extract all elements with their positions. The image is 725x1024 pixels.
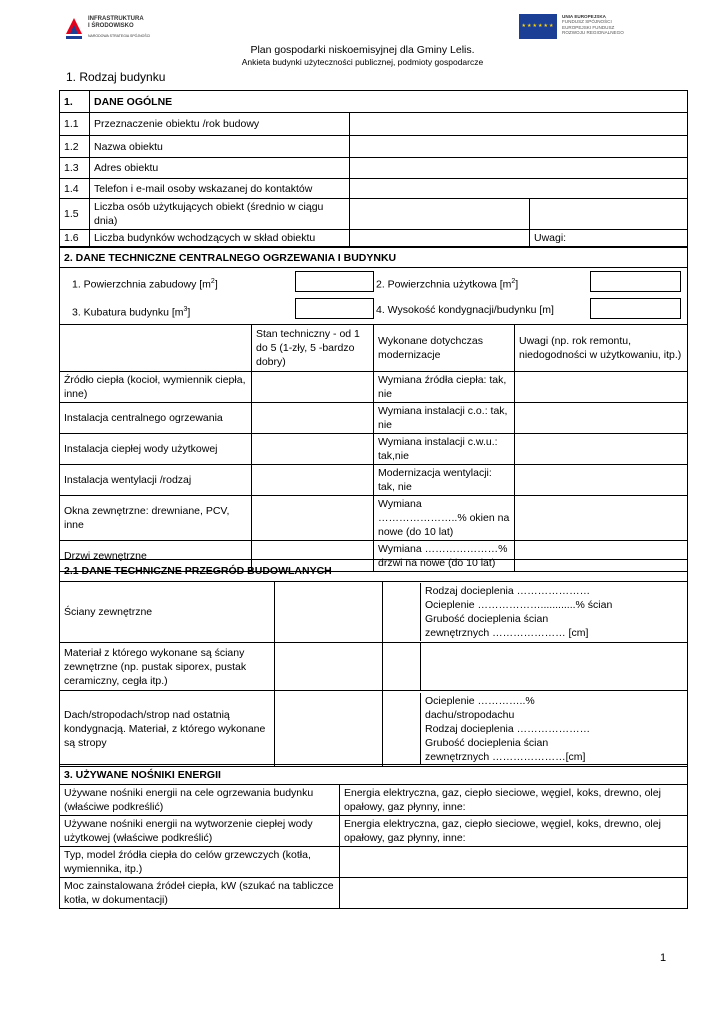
col-mod-header: Wykonane dotychczas modernizacje <box>374 325 515 372</box>
contact-field[interactable] <box>350 179 688 199</box>
tech-row-label: Źródło ciepła (kocioł, wymiennik ciepła, inne) <box>60 372 252 403</box>
volume-input[interactable] <box>295 298 374 319</box>
row-num: 1.1 <box>60 113 90 136</box>
purpose-field[interactable] <box>350 113 688 136</box>
eu-logo: ★★★★★★ UNIA EUROPEJSKA FUNDUSZ SPÓJNOŚCI EUROPEJSKI FUNDUSZ ROZWOJU REGIONALNEGO <box>519 12 629 42</box>
state-cell[interactable] <box>252 496 374 541</box>
section-title: 1. Rodzaj budynku <box>66 70 166 84</box>
state-cell[interactable] <box>252 372 374 403</box>
notes-cell[interactable] <box>515 434 688 465</box>
address-field[interactable] <box>350 158 688 179</box>
mod-cell: Wymiana instalacji c.w.u.: tak,nie <box>374 434 515 465</box>
roof-info-line: Rodzaj docieplenia ………………… <box>425 722 591 735</box>
row-label: Nazwa obiektu <box>90 136 350 158</box>
general-heading: DANE OGÓLNE <box>90 91 688 113</box>
tech-row-label: Drzwi zewnętrzne <box>60 541 252 572</box>
document-title: Plan gospodarki niskoemisyjnej dla Gminy Lelis. <box>250 44 475 56</box>
mod-cell: Wymiana źródła ciepła: tak, nie <box>374 372 515 403</box>
row-num: 1.3 <box>60 158 90 179</box>
height-label: 4. Wysokość kondygnacji/budynku [m] <box>376 304 554 316</box>
walls-info-line: Rodzaj docieplenia ………………… <box>425 585 591 597</box>
notes-cell[interactable] <box>515 372 688 403</box>
col-state-header: Stan techniczny - od 1 do 5 (1-zły, 5 -bardzo dobry) <box>252 325 374 372</box>
roof-info-line: dachu/stropodachu <box>425 708 515 721</box>
logo-left-line: INFRASTRUKTURA <box>88 16 144 22</box>
area-built-label: 1. Powierzchnia zabudowy [m <box>72 278 211 291</box>
energy-heading: 3. UŻYWANE NOŚNIKI ENERGII <box>60 765 688 785</box>
logo-right-line: FUNDUSZ SPÓJNOŚCI <box>562 19 612 25</box>
occupants-field[interactable] <box>350 199 530 230</box>
tech-row-label: Okna zewnętrzne: drewniane, PCV, inne <box>60 496 252 541</box>
heat-power-field[interactable] <box>340 878 688 909</box>
energy-row-label: Używane nośniki energii na cele ogrzewania budynku (właściwe podkreślić) <box>60 785 340 816</box>
energy-row-label: Używane nośniki energii na wytworzenie ciepłej wody użytkowej (właściwe podkreślić) <box>60 816 340 847</box>
logo-right-line: UNIA EUROPEJSKA <box>562 14 606 19</box>
volume-label: 3. Kubatura budynku [m <box>72 306 184 319</box>
notes-label: Uwagi: <box>530 230 688 247</box>
row-num: 1.2 <box>60 136 90 158</box>
logo-left-line: I ŚRODOWISKO <box>88 23 134 29</box>
row-label: Liczba osób użytkujących obiekt (średnio w ciągu dnia) <box>90 199 350 230</box>
name-field[interactable] <box>350 136 688 158</box>
document-subtitle: Ankieta budynki użyteczności publicznej, podmioty gospodarcze <box>241 57 484 67</box>
roof-info-line: zewnętrznych …………………[cm] <box>425 750 586 763</box>
walls-field[interactable] <box>275 582 383 643</box>
state-cell[interactable] <box>252 434 374 465</box>
notes-cell[interactable] <box>515 403 688 434</box>
col-notes-header: Uwagi (np. rok remontu, niedogodności w użytkowaniu, itp.) <box>515 325 688 372</box>
logo-right-line: EUROPEJSKI FUNDUSZ <box>562 24 615 30</box>
row-num: 1.5 <box>60 199 90 230</box>
walls-info-line: Ocieplenie ………………............% ścian <box>425 599 613 611</box>
roof-info-line: Grubość docieplenia ścian <box>425 736 549 749</box>
area-used-label: 2. Powierzchnia użytkowa [m <box>376 278 512 291</box>
row-label: Przeznaczenie obiektu /rok budowy <box>90 113 350 136</box>
roof-info-line: Ocieplenie …………..% <box>425 694 535 707</box>
logo-emblem-icon <box>64 12 84 42</box>
walls-info-line: Grubość docieplenia ścian <box>425 613 549 625</box>
row-label: Liczba budynków wchodzących w skład obiektu <box>90 230 350 247</box>
page-number: 1 <box>660 952 667 964</box>
height-input[interactable] <box>590 298 681 319</box>
roof-label: Dach/stropodach/strop nad ostatnią kondygnacją. Materiał, z którego wykonane są stropy <box>60 691 275 767</box>
general-data-table <box>59 90 688 247</box>
mod-cell: Wymiana …………………..% okien na nowe (do 10 lat) <box>374 496 515 541</box>
energy-row-value[interactable]: Energia elektryczna, gaz, ciepło sieciowe, węgiel, koks, drewno, olej opałowy, gaz płynny, inne: <box>340 785 688 816</box>
energy-row-value[interactable]: Energia elektryczna, gaz, ciepło sieciowe, węgiel, koks, drewno, olej opałowy, gaz płynny, inne: <box>340 816 688 847</box>
area-built-input[interactable] <box>295 271 374 292</box>
logo-left-sub: NARODOWA STRATEGIA SPÓJNOŚCI <box>88 34 151 38</box>
energy-row-label: Typ, model źródła ciepła do celów grzewczych (kotła, wymiennika, itp.) <box>60 847 340 878</box>
state-cell[interactable] <box>252 465 374 496</box>
mod-cell: Modernizacja wentylacji: tak, nie <box>374 465 515 496</box>
mod-cell: Wymiana instalacji c.o.: tak, nie <box>374 403 515 434</box>
row-num: 1.4 <box>60 179 90 199</box>
walls-info-line: zewnętrznych ………………… [cm] <box>425 627 589 639</box>
occupants-extra-field[interactable] <box>530 199 688 230</box>
tech-row-label: Instalacja ciepłej wody użytkowej <box>60 434 252 465</box>
technical-table: 2. DANE TECHNICZNE CENTRALNEGO OGRZEWANIA I BUDYNKU 1. Powierzchnia zabudowy $[m^2]$ 2. Powierzchnia użytkowa $[m^2]$ 3. Kubatura budynku $[m^3]$ 4. Wysokość kondygnacji/budynku [m] Stan techniczny - od 1 do 5 (1-zły, 5 -bardzo dobry) Wykonane dotychczas modernizacje Uwagi (np. rok remontu, niedogodności w użytkowaniu, itp.) Źródło ciepła (kocioł, wymiennik ciepła, inne) Wymiana źródła ciepła: tak, nie Instalacja centralnego ogrzewania Wymiana instalacji c.o.: tak, nie Instalacja ciepłej wody użytkowej Wymiana instalacji c.w.u.: tak,nie Instalacja wentylacji /rodzaj Modernizacja wentylacji: tak, nie Okna zewnętrzne: drewniane, PCV, inne Wymiana …………………..% okien na nowe (do 10 lat) Drzwi zewnętrzne Wymiana …………………% drzwi na nowe (do 10 lat) <box>59 247 688 572</box>
mod-cell: Wymiana …………………% drzwi na nowe (do 10 lat) <box>374 541 515 572</box>
row-label: Adres obiektu <box>90 158 350 179</box>
heat-source-type-field[interactable] <box>340 847 688 878</box>
technical-heading: 2. DANE TECHNICZNE CENTRALNEGO OGRZEWANIA I BUDYNKU <box>60 248 688 268</box>
row-label: Telefon i e-mail osoby wskazanej do kontaktów <box>90 179 350 199</box>
partitions-heading: 2.1 DANE TECHNICZNE PRZEGRÓD BUDOWLANYCH <box>60 560 688 582</box>
notes-cell[interactable] <box>515 496 688 541</box>
energy-row-label: Moc zainstalowana źródeł ciepła, kW (szukać na tabliczce kotła, w dokumentacji) <box>60 878 340 909</box>
logo-right-line: ROZWOJU REGIONALNEGO <box>562 30 624 36</box>
material-label: Materiał z którego wykonane są ściany zewnętrzne (np. pustak siporex, pustak ceramiczny, cegła itp.) <box>60 643 275 691</box>
state-cell[interactable] <box>252 403 374 434</box>
notes-cell[interactable] <box>515 465 688 496</box>
energy-table <box>59 764 688 909</box>
tech-row-label: Instalacja centralnego ogrzewania <box>60 403 252 434</box>
roof-field[interactable] <box>275 691 383 767</box>
tech-row-label: Instalacja wentylacji /rodzaj <box>60 465 252 496</box>
walls-label: Ściany zewnętrzne <box>60 582 275 643</box>
area-used-input[interactable] <box>590 271 681 292</box>
partitions-table <box>59 559 688 767</box>
general-num: 1. <box>60 91 90 113</box>
buildings-count-field[interactable] <box>350 230 530 247</box>
infrastruktura-logo <box>64 12 154 42</box>
row-num: 1.6 <box>60 230 90 247</box>
material-field[interactable] <box>275 643 383 691</box>
